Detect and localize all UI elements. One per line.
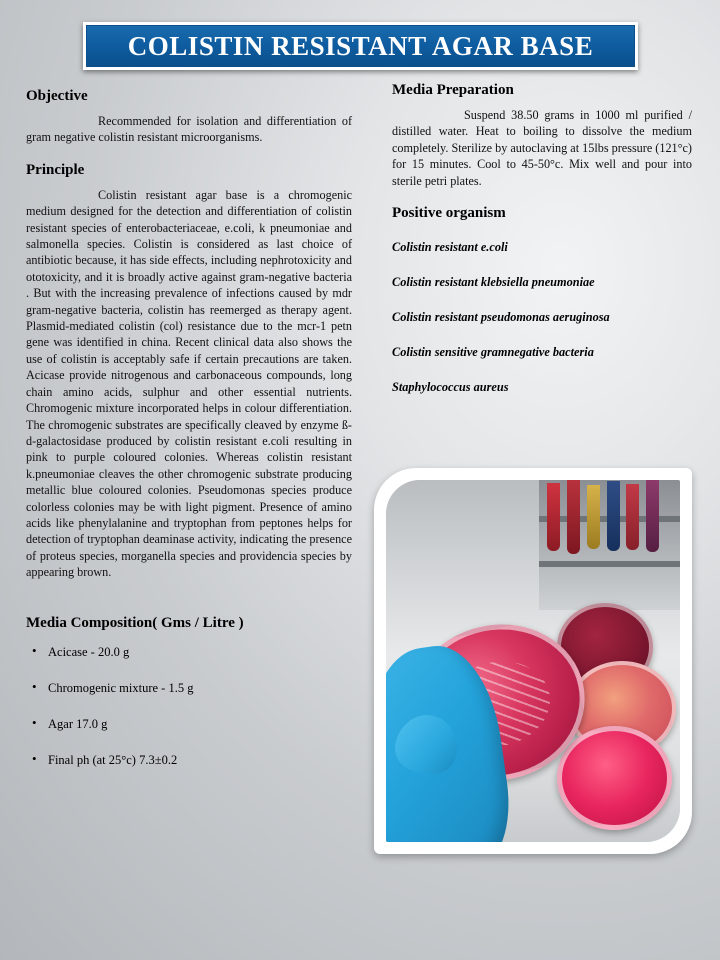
test-tube (626, 484, 639, 550)
objective-heading: Objective (26, 88, 88, 104)
principle-text (26, 187, 352, 581)
composition-heading: Media Composition( Gms / Litre ) (26, 614, 244, 631)
spacer (392, 230, 692, 240)
title-banner (83, 22, 638, 70)
test-tube (646, 480, 659, 552)
left-column (26, 88, 352, 788)
list-item: • Agar 17.0 g (26, 716, 352, 732)
principle-body: Colistin resistant agar base is a chromogenic medium designed for the detection and differentiation of colistin resistant species of enterobacteriaceae, e.coli, k pneumoniae and salmonella species. Colistin is considered as last choice of antibiotic because, it has side effects, including nephrotoxicity and ototoxicity, and it is broadly active against gram-negative bacteria . But with the increasing prevalence of infections caused by mdr gram-negative bacteria, colistin has reemerged as therapy agent. Plasmid-mediated colistin (col) resistance due to the mcr-1 petn gene was identified in china. Recent clinical data also shows the use of colistin is acceptably safe if certain precautions are taken. Acicase provide nitrogenous and carbonaceous compounds, long chain amino acids, sulphur and other essential nutrients. Chromogenic mixture incorporated helps in colour differentiation. The chromogenic substrates are specifically cleaved by enzyme ß-d-galactosidase produced by colistin resistant e.coli resulting in pink to purple coloured colonies. Whereas colistin resistant k.pneumoniae cleaves the other chromogenic substrate producing metallic blue coloured colonies. Pseudomonas species produce colorless colonies may be with light pigment. Presence of amino acids like phenylalanine and tryptophan from peptones helps for detection of tryptophan deaminase activity, indicating the presence of proteus species, morganella species and providencia species by appearing brown. (26, 187, 352, 580)
test-tube (547, 483, 560, 551)
page-title: COLISTIN RESISTANT AGAR BASE (127, 30, 594, 61)
objective-body: Recommended for isolation and differentiation of gram negative colistin resistant microorganisms. (26, 114, 352, 145)
organism-item: Staphylococcus aureus (392, 380, 509, 395)
organism-item: Colistin resistant pseudomonas aeruginosa (392, 310, 610, 325)
organism-item: Colistin sensitive gramnegative bacteria (392, 345, 594, 360)
media-preparation-body: Suspend 38.50 grams in 1000 ml purified / distilled water. Heat to boiling to dissolve the medium completely. Sterilize by autoclaving at 15lbs pressure (121°c) for 15 minutes. Cool to 45-50°c. Mix well and pour into sterile petri plates. (392, 108, 692, 188)
lab-petri-plates-photo (386, 480, 680, 842)
composition-list (26, 644, 352, 768)
right-column (392, 82, 692, 415)
title-banner-container (83, 22, 638, 70)
test-tube (587, 485, 600, 549)
petri-plate (557, 726, 673, 830)
list-item: • Final ph (at 25°c) 7.3±0.2 (26, 752, 352, 768)
objective-text (26, 113, 352, 146)
media-preparation-text (392, 107, 692, 189)
test-tube-rack (539, 480, 680, 610)
glove-thumb (391, 710, 462, 778)
spacer (26, 597, 352, 615)
positive-organism-heading: Positive organism (392, 205, 506, 222)
organism-item: Colistin resistant klebsiella pneumoniae (392, 275, 595, 290)
media-preparation-heading: Media Preparation (392, 82, 514, 98)
list-item: • Chromogenic mixture - 1.5 g (26, 680, 352, 696)
test-tube (567, 480, 580, 554)
organism-item: Colistin resistant e.coli (392, 240, 508, 255)
photo-frame (374, 468, 692, 854)
test-tube (607, 481, 620, 551)
list-item: • Acicase - 20.0 g (26, 644, 352, 660)
principle-heading: Principle (26, 161, 85, 178)
